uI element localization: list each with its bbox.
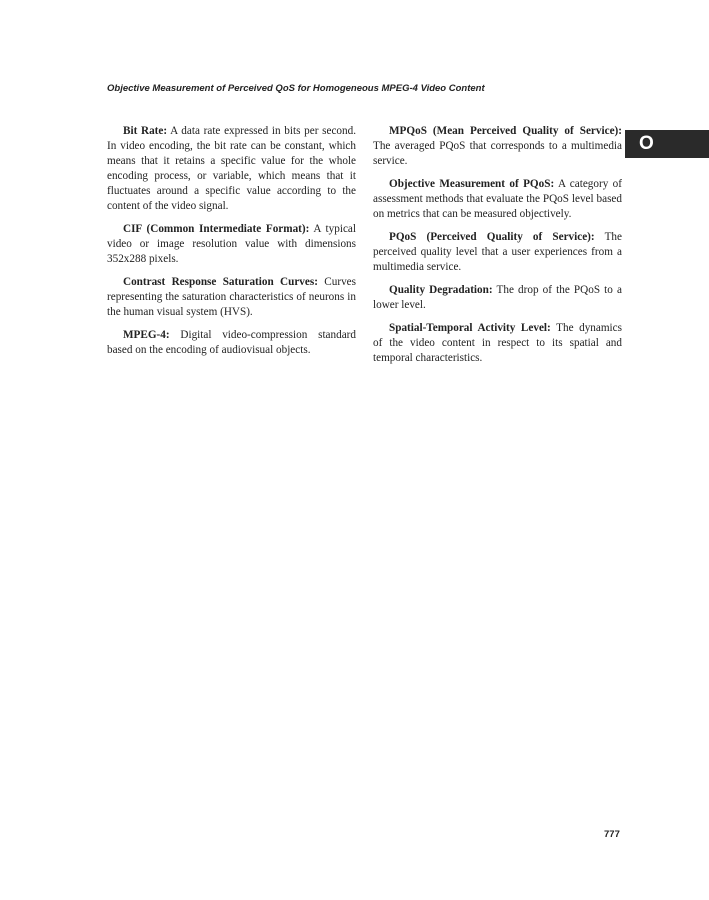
glossary-definition: The averaged PQoS that corresponds to a multimedia service.	[373, 140, 622, 167]
glossary-definition: The perceived quality level that a user experiences from a multimedia service.	[373, 231, 622, 273]
right-column	[373, 124, 622, 374]
glossary-definition: Digital video-compression standard based on the encoding of audiovisual objects.	[107, 329, 356, 356]
glossary-term: MPQoS (Mean Perceived Quality of Service):	[389, 125, 622, 137]
glossary-entry-cif	[107, 222, 356, 267]
glossary-term: Contrast Response Saturation Curves:	[123, 276, 318, 288]
glossary-entry-mpqos	[373, 124, 622, 169]
glossary-entry-contrast-response	[107, 275, 356, 320]
glossary-definition: The dynamics of the video content in respect to its spatial and temporal characteristics.	[373, 322, 622, 364]
glossary-entry-bit-rate	[107, 124, 356, 214]
glossary-term: MPEG-4:	[123, 329, 170, 341]
glossary-entry-objective-measurement	[373, 177, 622, 222]
glossary-definition: A data rate expressed in bits per second. In video encoding, the bit rate can be constant, which means that it retains a specific value for the whole encoding process, or variable, which means that it fluctuates around a specific value according to the content of the video signal.	[107, 125, 356, 212]
glossary-term: Objective Measurement of PQoS:	[389, 178, 555, 190]
glossary-definition: The drop of the PQoS to a lower level.	[373, 284, 622, 311]
glossary-term: Spatial-Temporal Activity Level:	[389, 322, 551, 334]
glossary-term: Quality Degradation:	[389, 284, 493, 296]
glossary-definition: A typical video or image resolution value with dimensions 352x288 pixels.	[107, 223, 356, 265]
glossary-entry-spatial-temporal	[373, 321, 622, 366]
glossary-definition: Curves representing the saturation characteristics of neurons in the human visual system (HVS).	[107, 276, 356, 318]
glossary-term: CIF (Common Intermediate Format):	[123, 223, 310, 235]
page-number: 777	[604, 829, 620, 840]
running-header: Objective Measurement of Perceived QoS for Homogeneous MPEG-4 Video Content	[107, 83, 485, 94]
glossary-term: Bit Rate:	[123, 125, 168, 137]
glossary-definition: A category of assessment methods that evaluate the PQoS level based on metrics that can be measured objectively.	[373, 178, 622, 220]
glossary-entry-pqos	[373, 230, 622, 275]
left-column	[107, 124, 356, 366]
glossary-entry-quality-degradation	[373, 283, 622, 313]
section-tab: O	[625, 130, 709, 158]
glossary-entry-mpeg4	[107, 328, 356, 358]
glossary-term: PQoS (Perceived Quality of Service):	[389, 231, 595, 243]
